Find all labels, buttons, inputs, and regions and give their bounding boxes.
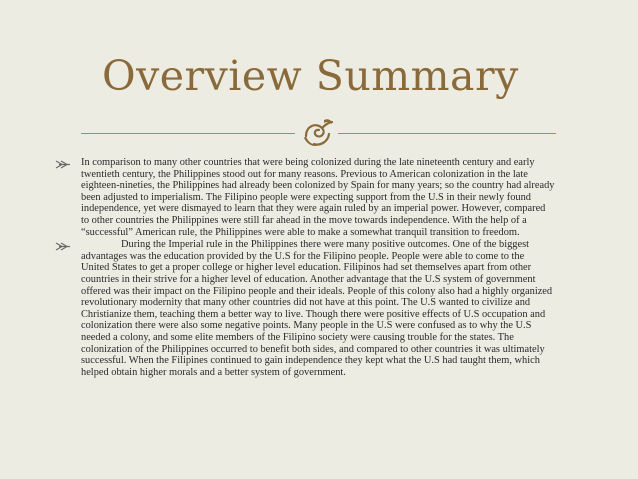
bullet-list xyxy=(55,157,555,379)
list-item xyxy=(55,157,555,238)
bullet-text-block xyxy=(81,239,555,378)
bullet-arrow-icon xyxy=(55,242,71,251)
bullet-text: In comparison to many other countries that were being colonized during the late nineteenth century and early twentieth century, the Philippines stood out for many reasons. Previous to American colonization in the late eighteen-nineties, the Philippines had already been colonized by Spain for many years; so the country had already been adjusted to imperialism. The Filipino people were expecting support from the U.S in their newly found independence, yet were dismayed to learn that they were again ruled by an imperial power. However, compared to other countries the Philippines were still far ahead in the move towards independence. With the help of a “successful” American rule, the Philippines were able to make a somewhat tranquil transition to freedom. xyxy=(81,157,555,238)
title-divider-left xyxy=(81,133,295,134)
bullet-arrow-icon xyxy=(55,160,71,169)
slide-title: Overview Summary xyxy=(102,52,519,100)
list-item xyxy=(55,239,555,378)
title-divider-right xyxy=(338,133,556,134)
bullet-text: During the Imperial rule in the Philippines there were many positive outcomes. One of the biggest advantages was the education provided by the U.S for the Filipino people. People were able to come to the United States to get a proper college or higher level education. Filipinos had set themselves apart from other countries in their strive for a higher level of education. Another advantage that the U.S system of government offered was their impact on the Filipino people and their ideals. People of this colony also had a highly organized revolutionary modernity that many other countries did not have at this point. The U.S wanted to civilize and Christianize them, teaching them a better way to live. Though there were positive effects of U.S occupation and colonization there were also some negative points. Many people in the U.S were confused as to why the U.S needed a colony, and some elite members of the Filipino society were causing trouble for the states. The colonization of the Philippines occurred to benefit both sides, and compared to other countries it was ultimately successful. When the Filipines continued to gain independence they kept what the U.S had taught them, which helped obtain higher morals and a better system of government. xyxy=(81,239,553,378)
fleuron-icon xyxy=(300,116,334,150)
